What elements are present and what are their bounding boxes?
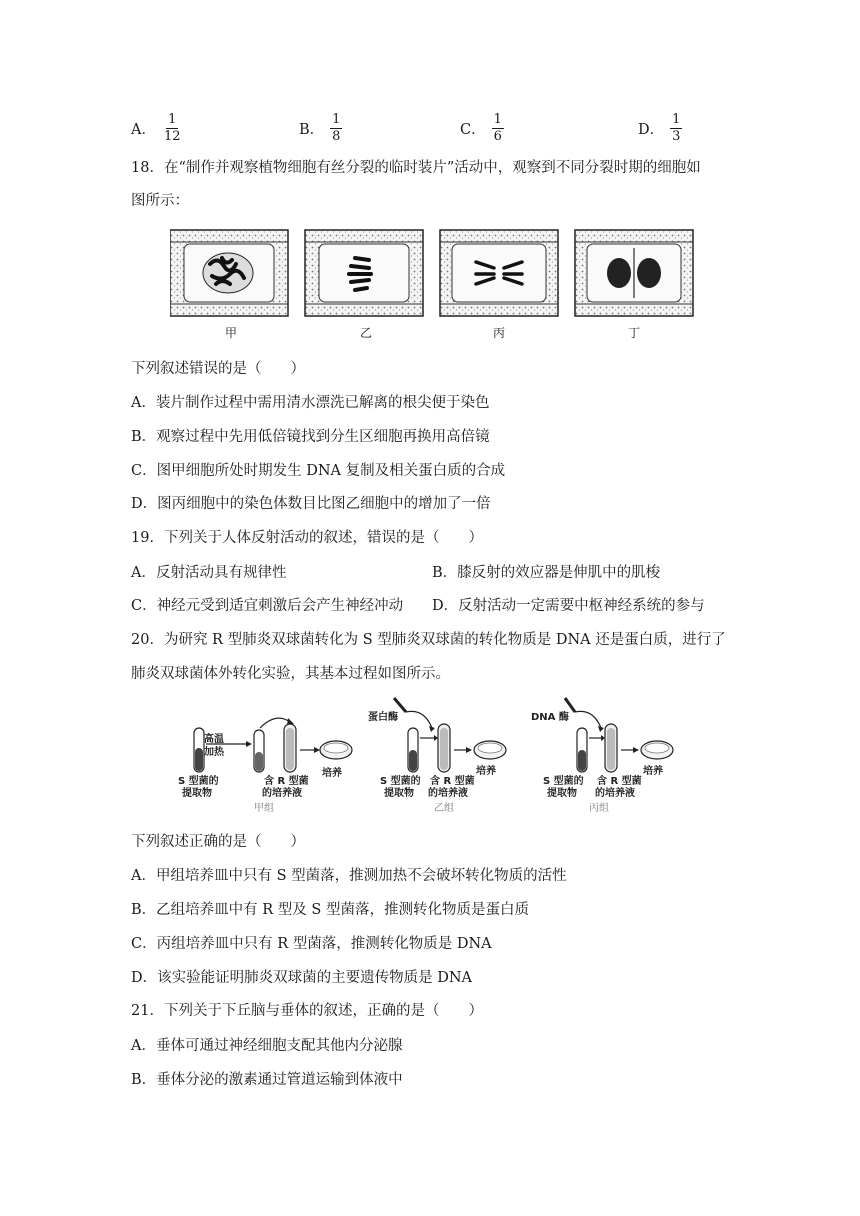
- group-yi: [368, 698, 506, 814]
- extract-label-1: S 型菌的: [380, 776, 421, 787]
- heat-label-2: 加热: [204, 747, 224, 758]
- option-letter: B．: [299, 121, 325, 138]
- mitosis-cells-image: [170, 228, 700, 318]
- culture-label: 培养: [476, 766, 496, 777]
- q19-option-d: D．反射活动一定需要中枢神经系统的参与: [432, 598, 705, 614]
- extract-label-1: S 型菌的: [543, 776, 584, 787]
- culture-label: 培养: [643, 766, 663, 777]
- option-letter: D．: [638, 121, 665, 138]
- q21-option-a: A．垂体可通过神经细胞支配其他内分泌腺: [131, 1038, 403, 1054]
- transformation-experiment-figure: [168, 694, 708, 823]
- q20-option-d: D．该实验能证明肺炎双球菌的主要遗传物质是 DNA: [131, 970, 473, 986]
- q20-option-b: B．乙组培养皿中有 R 型及 S 型菌落，推测转化物质是蛋白质: [131, 902, 529, 918]
- dnase-label: DNA 酶: [531, 712, 569, 723]
- numerator: 1: [168, 111, 177, 127]
- q20-stem-line1: 20．为研究 R 型肺炎双球菌转化为 S 型肺炎双球菌的转化物质是 DNA 还是蛋白质，进行了: [131, 632, 726, 648]
- extract-label-2: 提取物: [547, 788, 577, 799]
- figure-label-bing: 丙: [493, 326, 506, 340]
- numerator: 1: [672, 111, 681, 127]
- numerator: 1: [493, 111, 502, 127]
- cell-panel-yi: [305, 230, 423, 316]
- culture-label: 培养: [322, 768, 342, 779]
- cell-panel-jia: [170, 230, 288, 316]
- experiment-diagram: [168, 694, 708, 819]
- extract-label-1: S 型菌的: [178, 776, 219, 787]
- q20-prompt: 下列叙述正确的是（ ）: [131, 834, 305, 850]
- group-label-bing: 丙组: [589, 803, 609, 814]
- figure-label-yi: 乙: [360, 326, 373, 340]
- cell-panel-bing: [440, 230, 558, 316]
- group-jia: [178, 718, 352, 814]
- denominator: 6: [493, 128, 502, 144]
- protease-label: 蛋白酶: [368, 712, 398, 723]
- q21-option-b: B．垂体分泌的激素通过管道运输到体液中: [131, 1072, 403, 1088]
- denominator: 12: [163, 128, 181, 144]
- cell-panel-ding: [575, 230, 693, 316]
- q19-option-c: C．神经元受到适宜刺激后会产生神经冲动: [131, 598, 404, 614]
- q20-stem-line2: 肺炎双球菌体外转化实验，其基本过程如图所示。: [131, 666, 450, 682]
- fraction: [162, 112, 183, 145]
- q18-stem-line1: 18．在“制作并观察植物细胞有丝分裂的临时装片”活动中，观察到不同分裂时期的细胞如: [131, 160, 701, 176]
- q21-stem: 21．下列关于下丘脑与垂体的叙述，正确的是（ ）: [131, 1003, 483, 1019]
- q17-option-a: [131, 108, 183, 148]
- medium-label-1: 含 R 型菌: [597, 776, 642, 787]
- mitosis-figure: [170, 228, 700, 340]
- numerator: 1: [332, 111, 341, 127]
- heat-label-1: 高温: [204, 734, 224, 745]
- fraction: [330, 112, 342, 145]
- figure-label-jia: 甲: [225, 326, 238, 340]
- medium-label-1: 含 R 型菌: [430, 776, 475, 787]
- q19-option-b: B．膝反射的效应器是伸肌中的肌梭: [432, 565, 661, 581]
- medium-label-2: 的培养液: [262, 788, 302, 799]
- medium-label-2: 的培养液: [595, 788, 635, 799]
- q20-option-c: C．丙组培养皿中只有 R 型菌落，推测转化物质是 DNA: [131, 936, 492, 952]
- group-bing: [531, 698, 673, 814]
- extract-label-2: 提取物: [182, 788, 212, 799]
- q17-option-b: [299, 108, 342, 148]
- figure-label-ding: 丁: [628, 326, 641, 340]
- medium-label-2: 的培养液: [428, 788, 468, 799]
- fraction: [492, 112, 504, 145]
- q18-option-d: D．图丙细胞中的染色体数目比图乙细胞中的增加了一倍: [131, 496, 491, 512]
- option-letter: C．: [460, 121, 486, 138]
- denominator: 8: [332, 128, 341, 144]
- option-letter: A．: [131, 121, 156, 138]
- group-label-yi: 乙组: [434, 803, 454, 814]
- extract-label-2: 提取物: [384, 788, 414, 799]
- q20-option-a: A．甲组培养皿中只有 S 型菌落，推测加热不会破坏转化物质的活性: [131, 868, 567, 884]
- denominator: 3: [672, 128, 681, 144]
- q18-option-b: B．观察过程中先用低倍镜找到分生区细胞再换用高倍镜: [131, 429, 490, 445]
- group-label-jia: 甲组: [254, 803, 274, 814]
- q19-stem: 19．下列关于人体反射活动的叙述，错误的是（ ）: [131, 530, 483, 546]
- q17-option-d: [638, 108, 682, 148]
- q17-option-c: [460, 108, 504, 148]
- q18-prompt: 下列叙述错误的是（ ）: [131, 361, 305, 377]
- q18-option-c: C．图甲细胞所处时期发生 DNA 复制及相关蛋白质的合成: [131, 463, 506, 479]
- medium-label-1: 含 R 型菌: [264, 776, 309, 787]
- q18-stem-line2: 图所示：: [131, 193, 189, 209]
- fraction: [670, 112, 682, 145]
- q19-option-a: A．反射活动具有规律性: [131, 565, 287, 581]
- q18-option-a: A．装片制作过程中需用清水漂洗已解离的根尖便于染色: [131, 395, 490, 411]
